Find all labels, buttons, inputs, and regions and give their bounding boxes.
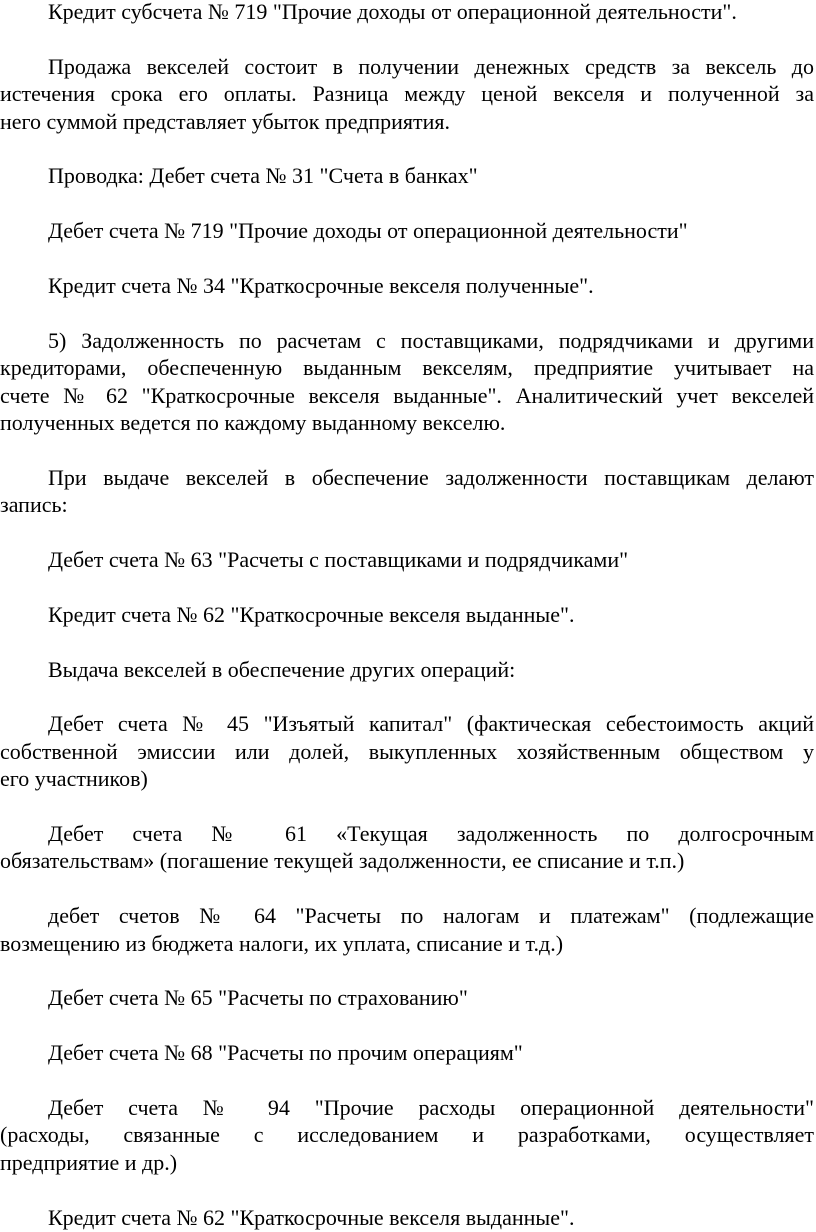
paragraph (0, 327, 814, 437)
text-line: Выдача векселей в обеспечение других операций: (48, 656, 516, 682)
paragraph (0, 820, 814, 875)
text-line: Дебет счета № 94 "Прочие расходы операционной деятельности" (48, 1095, 814, 1121)
text-line: обязательствам» (погашение текущей задолженности, ее списание и т.п.) (0, 848, 685, 874)
text-line: (расходы, связанные с исследованием и разработками, осуществляет (0, 1122, 814, 1148)
paragraph (0, 0, 814, 25)
paragraph (0, 162, 814, 189)
text-line: возмещению из бюджета налоги, их уплата, списание и т.д.) (0, 930, 564, 956)
text-line: кредиторами, обеспеченную выданным векселям, предприятие учитывает на (0, 355, 814, 381)
text-line: дебет счетов № 64 "Расчеты по налогам и платежам" (подлежащие (48, 903, 814, 929)
paragraph (0, 902, 814, 957)
text-line: 5) Задолженность по расчетам с поставщиками, подрядчиками и другими (48, 327, 814, 353)
text-line: счете № 62 "Краткосрочные векселя выданные". Аналитический учет векселей (0, 382, 814, 408)
text-line: Кредит счета № 62 "Краткосрочные векселя выданные". (48, 601, 575, 627)
text-line: Проводка: Дебет счета № 31 "Счета в банках" (48, 163, 478, 189)
text-line: собственной эмиссии или долей, выкупленных хозяйственным обществом у (0, 738, 814, 764)
paragraph (0, 710, 814, 792)
paragraph (0, 464, 814, 519)
paragraph (0, 1204, 814, 1231)
text-line: Дебет счета № 719 "Прочие доходы от операционной деятельности" (48, 218, 688, 244)
paragraph (0, 546, 814, 573)
paragraph (0, 272, 814, 299)
text-line: Дебет счета № 45 "Изъятый капитал" (фактическая себестоимость акций (48, 711, 814, 737)
text-line: Дебет счета № 63 "Расчеты с поставщиками и подрядчиками" (48, 547, 629, 573)
text-line: него суммой представляет убыток предприятия. (0, 108, 451, 134)
paragraph (0, 984, 814, 1011)
paragraph (0, 601, 814, 628)
text-line: Дебет счета № 68 "Расчеты по прочим операциям" (48, 1040, 523, 1066)
paragraph (0, 1094, 814, 1176)
text-line: его участников) (0, 766, 148, 792)
paragraph (0, 656, 814, 683)
text-line: При выдаче векселей в обеспечение задолженности поставщикам делают (48, 464, 814, 490)
text-line: запись: (0, 492, 68, 518)
paragraph (0, 53, 814, 135)
text-line: истечения срока его оплаты. Разница между ценой векселя и полученной за (0, 81, 814, 107)
text-line: Дебет счета № 61 «Текущая задолженность по долгосрочным (48, 821, 814, 847)
text-line: Кредит счета № 62 "Краткосрочные векселя выданные". (48, 1204, 575, 1230)
text-line: предприятие и др.) (0, 1149, 178, 1175)
text-line: Дебет счета № 65 "Расчеты по страхованию" (48, 985, 468, 1011)
text-line: Продажа векселей состоит в получении денежных средств за вексель до (48, 53, 814, 79)
paragraph (0, 1039, 814, 1066)
text-line: Кредит счета № 34 "Краткосрочные векселя полученные". (48, 273, 594, 298)
paragraph (0, 217, 814, 244)
text-line: Кредит субсчета № 719 "Прочие доходы от операционной деятельности". (48, 0, 737, 24)
text-line: полученных ведется по каждому выданному векселю. (0, 410, 506, 436)
